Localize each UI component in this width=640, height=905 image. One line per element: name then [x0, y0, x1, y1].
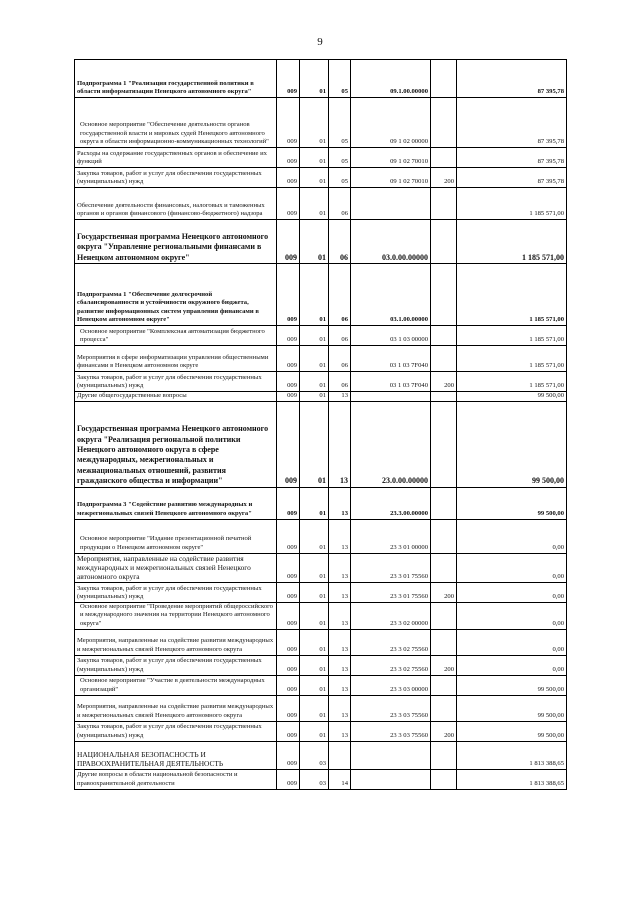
row-razdel: 01 [300, 675, 329, 695]
row-target-article: 03.1.00.00000 [351, 264, 431, 326]
row-grbs: 009 [277, 168, 300, 188]
row-podrazdel: 13 [329, 655, 351, 675]
table-row [75, 721, 567, 741]
row-target-article: 03 1 03 7F040 [351, 372, 431, 392]
row-grbs: 009 [277, 553, 300, 582]
row-amount: 1 185 571,00 [457, 372, 567, 392]
row-target-article: 23 3 01 00000 [351, 519, 431, 553]
row-razdel: 01 [300, 519, 329, 553]
row-podrazdel [329, 741, 351, 769]
row-razdel: 01 [300, 695, 329, 721]
row-expense-type [431, 769, 457, 789]
row-amount: 87 395,78 [457, 98, 567, 148]
row-expense-type [431, 695, 457, 721]
row-target-article: 03.0.00.00000 [351, 220, 431, 264]
row-target-article [351, 188, 431, 220]
row-expense-type [431, 392, 457, 402]
row-name: Государственная программа Ненецкого автономного округа "Реализация региональной политики Ненецкого автономного округа в сфере международных, межрегиональных и межнациональных отношений, развития гражданского общества и информации" [75, 401, 277, 487]
table-row [75, 264, 567, 326]
row-target-article: 23 3 03 75560 [351, 695, 431, 721]
row-podrazdel: 13 [329, 629, 351, 655]
row-podrazdel: 05 [329, 148, 351, 168]
row-amount: 1 185 571,00 [457, 264, 567, 326]
table-row [75, 60, 567, 98]
row-grbs: 009 [277, 519, 300, 553]
budget-table [74, 59, 567, 790]
row-amount: 1 185 571,00 [457, 346, 567, 372]
row-name: Расходы на содержание государственных органов и обеспечение их функций [75, 148, 277, 168]
row-razdel: 01 [300, 401, 329, 487]
row-name: Другие вопросы в области национальной безопасности и правоохранительной деятельности [75, 769, 277, 789]
row-name: Мероприятия, направленные на содействие развития международных и межрегиональных связей Ненецкого автономного округа [75, 629, 277, 655]
table-row [75, 629, 567, 655]
row-name: Подпрограмма 1 "Реализация государственной политики в области информатизации Ненецкого автономного округа" [75, 60, 277, 98]
table-row [75, 553, 567, 582]
row-target-article: 09 1 02 70010 [351, 148, 431, 168]
row-expense-type [431, 98, 457, 148]
row-podrazdel: 13 [329, 582, 351, 602]
row-razdel: 01 [300, 264, 329, 326]
row-grbs: 009 [277, 695, 300, 721]
row-expense-type [431, 326, 457, 346]
row-amount: 0,00 [457, 519, 567, 553]
row-expense-type: 200 [431, 721, 457, 741]
row-amount: 0,00 [457, 602, 567, 629]
row-grbs: 009 [277, 602, 300, 629]
row-target-article: 23 3 01 75560 [351, 553, 431, 582]
row-razdel: 01 [300, 372, 329, 392]
row-razdel: 03 [300, 769, 329, 789]
row-amount: 1 813 388,65 [457, 769, 567, 789]
row-name: Закупка товаров, работ и услуг для обеспечения государственных (муниципальных) нужд [75, 372, 277, 392]
row-name: Мероприятия, направленные на содействие развития международных и межрегиональных связей Ненецкого автономного округа [75, 695, 277, 721]
row-podrazdel: 06 [329, 188, 351, 220]
row-expense-type [431, 60, 457, 98]
row-podrazdel: 13 [329, 602, 351, 629]
row-amount: 0,00 [457, 629, 567, 655]
row-amount: 99 500,00 [457, 392, 567, 402]
row-razdel: 01 [300, 168, 329, 188]
row-name: Подпрограмма 1 "Обеспечение долгосрочной сбалансированности и устойчивости окружного бюджета, развитие информационных систем управления финансами в Ненецком автономном округе" [75, 264, 277, 326]
table-row [75, 582, 567, 602]
row-expense-type [431, 553, 457, 582]
row-target-article: 03 1 03 7F040 [351, 346, 431, 372]
row-expense-type: 200 [431, 372, 457, 392]
row-expense-type: 200 [431, 655, 457, 675]
table-row [75, 346, 567, 372]
row-name: Закупка товаров, работ и услуг для обеспечения государственных (муниципальных) нужд [75, 168, 277, 188]
row-amount: 0,00 [457, 553, 567, 582]
row-expense-type [431, 148, 457, 168]
row-target-article [351, 741, 431, 769]
row-podrazdel: 13 [329, 392, 351, 402]
row-amount: 1 185 571,00 [457, 326, 567, 346]
row-target-article: 09 1 02 00000 [351, 98, 431, 148]
row-target-article: 09.1.00.00000 [351, 60, 431, 98]
row-name: Основное мероприятие "Участие в деятельности международных организаций" [75, 675, 277, 695]
row-target-article [351, 392, 431, 402]
row-grbs: 009 [277, 655, 300, 675]
row-amount: 99 500,00 [457, 695, 567, 721]
row-target-article: 23 3 01 75560 [351, 582, 431, 602]
row-name: Мероприятия, направленные на содействие развития международных и межрегиональных связей Ненецкого автономного округа [75, 553, 277, 582]
row-grbs: 009 [277, 401, 300, 487]
row-expense-type [431, 401, 457, 487]
row-amount: 0,00 [457, 582, 567, 602]
row-target-article [351, 769, 431, 789]
row-amount: 87 395,78 [457, 148, 567, 168]
row-name: Подпрограмма 3 "Содействие развитию международных и межрегиональных связей Ненецкого автономного округа" [75, 487, 277, 519]
row-razdel: 01 [300, 487, 329, 519]
page-number: 9 [317, 36, 323, 48]
row-expense-type [431, 264, 457, 326]
row-expense-type [431, 519, 457, 553]
row-podrazdel: 13 [329, 721, 351, 741]
row-amount: 99 500,00 [457, 401, 567, 487]
table-row [75, 401, 567, 487]
row-podrazdel: 06 [329, 326, 351, 346]
row-name: Государственная программа Ненецкого автономного округа "Управление региональными финансами в Ненецком автономном округе" [75, 220, 277, 264]
row-razdel: 03 [300, 741, 329, 769]
row-amount: 1 813 388,65 [457, 741, 567, 769]
table-row [75, 372, 567, 392]
row-razdel: 01 [300, 98, 329, 148]
row-amount: 99 500,00 [457, 721, 567, 741]
row-expense-type [431, 602, 457, 629]
row-podrazdel: 13 [329, 675, 351, 695]
row-grbs: 009 [277, 372, 300, 392]
row-razdel: 01 [300, 60, 329, 98]
row-name: Основное мероприятие "Обеспечение деятельности органов государственной власти и мировых судей Ненецкого автономного округа в области информационно-коммуникационных технологий" [75, 98, 277, 148]
row-razdel: 01 [300, 582, 329, 602]
table-row [75, 487, 567, 519]
row-razdel: 01 [300, 629, 329, 655]
row-expense-type [431, 741, 457, 769]
row-grbs: 009 [277, 148, 300, 168]
row-podrazdel: 13 [329, 553, 351, 582]
row-amount: 87 395,78 [457, 168, 567, 188]
row-name: Основное мероприятие "Издание презентационной печатной продукции о Ненецком автономном округе" [75, 519, 277, 553]
table-row [75, 519, 567, 553]
row-podrazdel: 06 [329, 264, 351, 326]
row-target-article: 23 3 02 75560 [351, 655, 431, 675]
row-podrazdel: 06 [329, 372, 351, 392]
row-podrazdel: 13 [329, 487, 351, 519]
row-grbs: 009 [277, 60, 300, 98]
row-grbs: 009 [277, 582, 300, 602]
row-grbs: 009 [277, 629, 300, 655]
row-name: Закупка товаров, работ и услуг для обеспечения государственных (муниципальных) нужд [75, 655, 277, 675]
row-razdel: 01 [300, 188, 329, 220]
row-name: Закупка товаров, работ и услуг для обеспечения государственных (муниципальных) нужд [75, 721, 277, 741]
table-row [75, 326, 567, 346]
table-row [75, 98, 567, 148]
row-expense-type [431, 629, 457, 655]
row-target-article: 23.3.00.00000 [351, 487, 431, 519]
row-name: Основное мероприятие "Проведение мероприятий общероссийского и международного значения на территории Ненецкого автономного округа" [75, 602, 277, 629]
row-name: Закупка товаров, работ и услуг для обеспечения государственных (муниципальных) нужд [75, 582, 277, 602]
row-razdel: 01 [300, 602, 329, 629]
row-name: Другие общегосударственные вопросы [75, 392, 277, 402]
table-row [75, 392, 567, 402]
table-row [75, 168, 567, 188]
row-name: НАЦИОНАЛЬНАЯ БЕЗОПАСНОСТЬ И ПРАВООХРАНИТЕЛЬНАЯ ДЕЯТЕЛЬНОСТЬ [75, 741, 277, 769]
row-podrazdel: 06 [329, 220, 351, 264]
row-name: Основное мероприятие "Комплексная автоматизация бюджетного процесса" [75, 326, 277, 346]
row-podrazdel: 14 [329, 769, 351, 789]
row-grbs: 009 [277, 264, 300, 326]
row-amount: 87 395,78 [457, 60, 567, 98]
row-grbs: 009 [277, 741, 300, 769]
row-grbs: 009 [277, 487, 300, 519]
row-target-article: 23 3 02 00000 [351, 602, 431, 629]
row-razdel: 01 [300, 326, 329, 346]
row-razdel: 01 [300, 220, 329, 264]
row-grbs: 009 [277, 675, 300, 695]
row-razdel: 01 [300, 346, 329, 372]
row-grbs: 009 [277, 98, 300, 148]
table-row [75, 769, 567, 789]
row-podrazdel: 05 [329, 60, 351, 98]
row-podrazdel: 13 [329, 519, 351, 553]
budget-table-body [75, 60, 567, 790]
row-expense-type [431, 346, 457, 372]
row-target-article: 03 1 03 00000 [351, 326, 431, 346]
row-expense-type [431, 675, 457, 695]
row-grbs: 009 [277, 346, 300, 372]
row-podrazdel: 06 [329, 346, 351, 372]
row-target-article: 09 1 02 70010 [351, 168, 431, 188]
row-razdel: 01 [300, 148, 329, 168]
row-grbs: 009 [277, 188, 300, 220]
row-amount: 99 500,00 [457, 487, 567, 519]
row-grbs: 009 [277, 326, 300, 346]
table-row [75, 675, 567, 695]
row-razdel: 01 [300, 392, 329, 402]
row-amount: 1 185 571,00 [457, 188, 567, 220]
row-expense-type [431, 188, 457, 220]
row-target-article: 23 3 02 75560 [351, 629, 431, 655]
row-expense-type: 200 [431, 582, 457, 602]
row-amount: 0,00 [457, 655, 567, 675]
row-grbs: 009 [277, 392, 300, 402]
row-grbs: 009 [277, 220, 300, 264]
row-target-article: 23.0.00.00000 [351, 401, 431, 487]
row-target-article: 23 3 03 75560 [351, 721, 431, 741]
row-podrazdel: 13 [329, 401, 351, 487]
row-target-article: 23 3 03 00000 [351, 675, 431, 695]
row-expense-type [431, 487, 457, 519]
row-podrazdel: 05 [329, 98, 351, 148]
row-podrazdel: 05 [329, 168, 351, 188]
table-row [75, 741, 567, 769]
table-row [75, 188, 567, 220]
row-amount: 1 185 571,00 [457, 220, 567, 264]
row-razdel: 01 [300, 721, 329, 741]
row-podrazdel: 13 [329, 695, 351, 721]
row-name: Обеспечение деятельности финансовых, налоговых и таможенных органов и органов финансового (финансово-бюджетного) надзора [75, 188, 277, 220]
row-razdel: 01 [300, 553, 329, 582]
table-row [75, 148, 567, 168]
table-row [75, 695, 567, 721]
row-expense-type [431, 220, 457, 264]
row-amount: 99 500,00 [457, 675, 567, 695]
row-grbs: 009 [277, 769, 300, 789]
row-razdel: 01 [300, 655, 329, 675]
table-row [75, 602, 567, 629]
table-row [75, 655, 567, 675]
row-name: Мероприятия в сфере информатизации управления общественными финансами в Ненецком автономном округе [75, 346, 277, 372]
row-grbs: 009 [277, 721, 300, 741]
row-expense-type: 200 [431, 168, 457, 188]
table-row [75, 220, 567, 264]
